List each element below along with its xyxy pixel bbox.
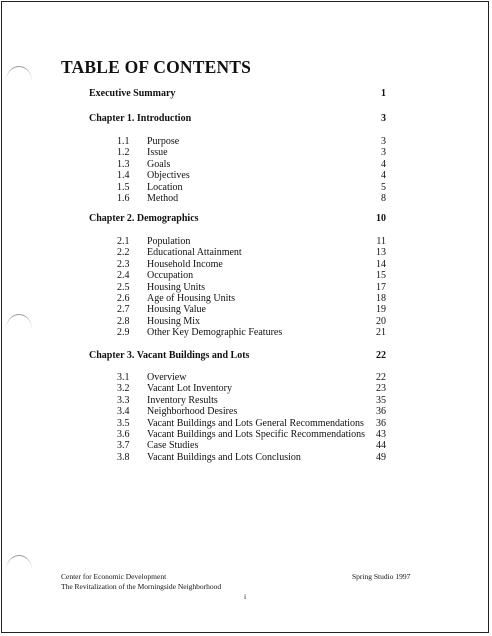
section-number: 2.6 [117, 293, 130, 304]
section-page: 11 [376, 236, 386, 247]
executive-summary-label: Executive Summary [89, 88, 176, 99]
section-number: 2.1 [117, 236, 130, 247]
page-border [1, 1, 489, 633]
section-page: 19 [376, 304, 386, 316]
section-page: 49 [376, 451, 386, 463]
section-number: 3.1 [117, 372, 130, 383]
section-number: 2.5 [117, 281, 130, 293]
section-number: 1.4 [117, 170, 130, 182]
section-number: 2.9 [117, 327, 130, 339]
section-title: Vacant Buildings and Lots General Recommendations [147, 417, 364, 429]
section-title: Neighborhood Desires [147, 406, 238, 418]
page-title: TABLE OF CONTENTS [61, 57, 252, 77]
section-number: 3.2 [117, 383, 130, 395]
section-page: 36 [376, 406, 386, 418]
section-page: 3 [381, 136, 386, 147]
section-page: 8 [381, 193, 386, 204]
section-number: 3.7 [117, 440, 130, 452]
section-title: Goals [147, 158, 171, 170]
section-title: Housing Value [147, 304, 206, 316]
section-page: 20 [376, 315, 386, 327]
section-title: Vacant Buildings and Lots Conclusion [147, 451, 301, 463]
section-page: 4 [381, 158, 386, 170]
section-number: 1.1 [117, 136, 130, 147]
footer-page-number: i [244, 592, 247, 601]
section-number: 2.7 [117, 304, 130, 316]
section-number: 2.3 [117, 258, 130, 270]
section-page: 14 [376, 258, 386, 270]
section-page: 17 [376, 281, 386, 293]
executive-summary-page: 1 [381, 88, 386, 99]
section-page: 18 [376, 293, 386, 304]
section-title: Case Studies [147, 440, 199, 452]
section-title: Other Key Demographic Features [147, 327, 283, 339]
section-number: 3.5 [117, 417, 130, 429]
section-page: 35 [376, 394, 386, 406]
section-page: 4 [381, 170, 386, 182]
section-title: Housing Units [147, 281, 206, 293]
section-number: 3.8 [117, 451, 130, 463]
section-number: 2.4 [117, 270, 130, 282]
section-title: Overview [147, 372, 187, 383]
section-number: 1.2 [117, 147, 130, 159]
section-number: 1.5 [117, 181, 130, 193]
section-page: 5 [381, 181, 386, 193]
footer-date: Spring Studio 1997 [352, 572, 411, 581]
section-page: 13 [376, 247, 386, 259]
section-page: 43 [376, 429, 386, 440]
footer-org: Center for Economic Development [61, 572, 167, 581]
section-page: 44 [376, 440, 386, 452]
section-number: 3.4 [117, 406, 130, 418]
section-title: Objectives [147, 170, 190, 182]
chapter-page: 10 [376, 213, 386, 224]
section-title: Method [147, 193, 179, 204]
section-page: 22 [376, 372, 386, 383]
section-number: 3.6 [117, 429, 130, 440]
section-title: Population [147, 236, 191, 247]
section-title: Household Income [147, 258, 223, 270]
section-page: 23 [376, 383, 386, 395]
section-number: 2.8 [117, 315, 130, 327]
section-title: Issue [147, 147, 168, 159]
section-title: Housing Mix [147, 315, 201, 327]
footer-report: The Revitalization of the Morningside Neighborhood [61, 582, 222, 591]
section-title: Occupation [147, 270, 194, 282]
chapter-heading: Chapter 1. Introduction [89, 113, 192, 124]
chapter-page: 3 [381, 113, 386, 124]
section-page: 15 [376, 270, 386, 282]
chapter-heading: Chapter 2. Demographics [89, 213, 199, 224]
section-page: 3 [381, 147, 386, 159]
section-page: 36 [376, 417, 386, 429]
section-title: Inventory Results [147, 394, 218, 406]
section-title: Vacant Buildings and Lots Specific Recommendations [147, 429, 366, 440]
section-title: Age of Housing Units [147, 293, 236, 304]
section-number: 1.3 [117, 158, 130, 170]
section-title: Educational Attainment [147, 247, 242, 259]
section-number: 3.3 [117, 394, 130, 406]
section-page: 21 [376, 327, 386, 339]
section-title: Vacant Lot Inventory [147, 383, 232, 395]
section-number: 1.6 [117, 193, 130, 204]
chapter-page: 22 [376, 350, 386, 361]
section-number: 2.2 [117, 247, 130, 259]
section-title: Purpose [147, 136, 180, 147]
section-title: Location [147, 181, 183, 193]
chapter-heading: Chapter 3. Vacant Buildings and Lots [89, 350, 250, 361]
